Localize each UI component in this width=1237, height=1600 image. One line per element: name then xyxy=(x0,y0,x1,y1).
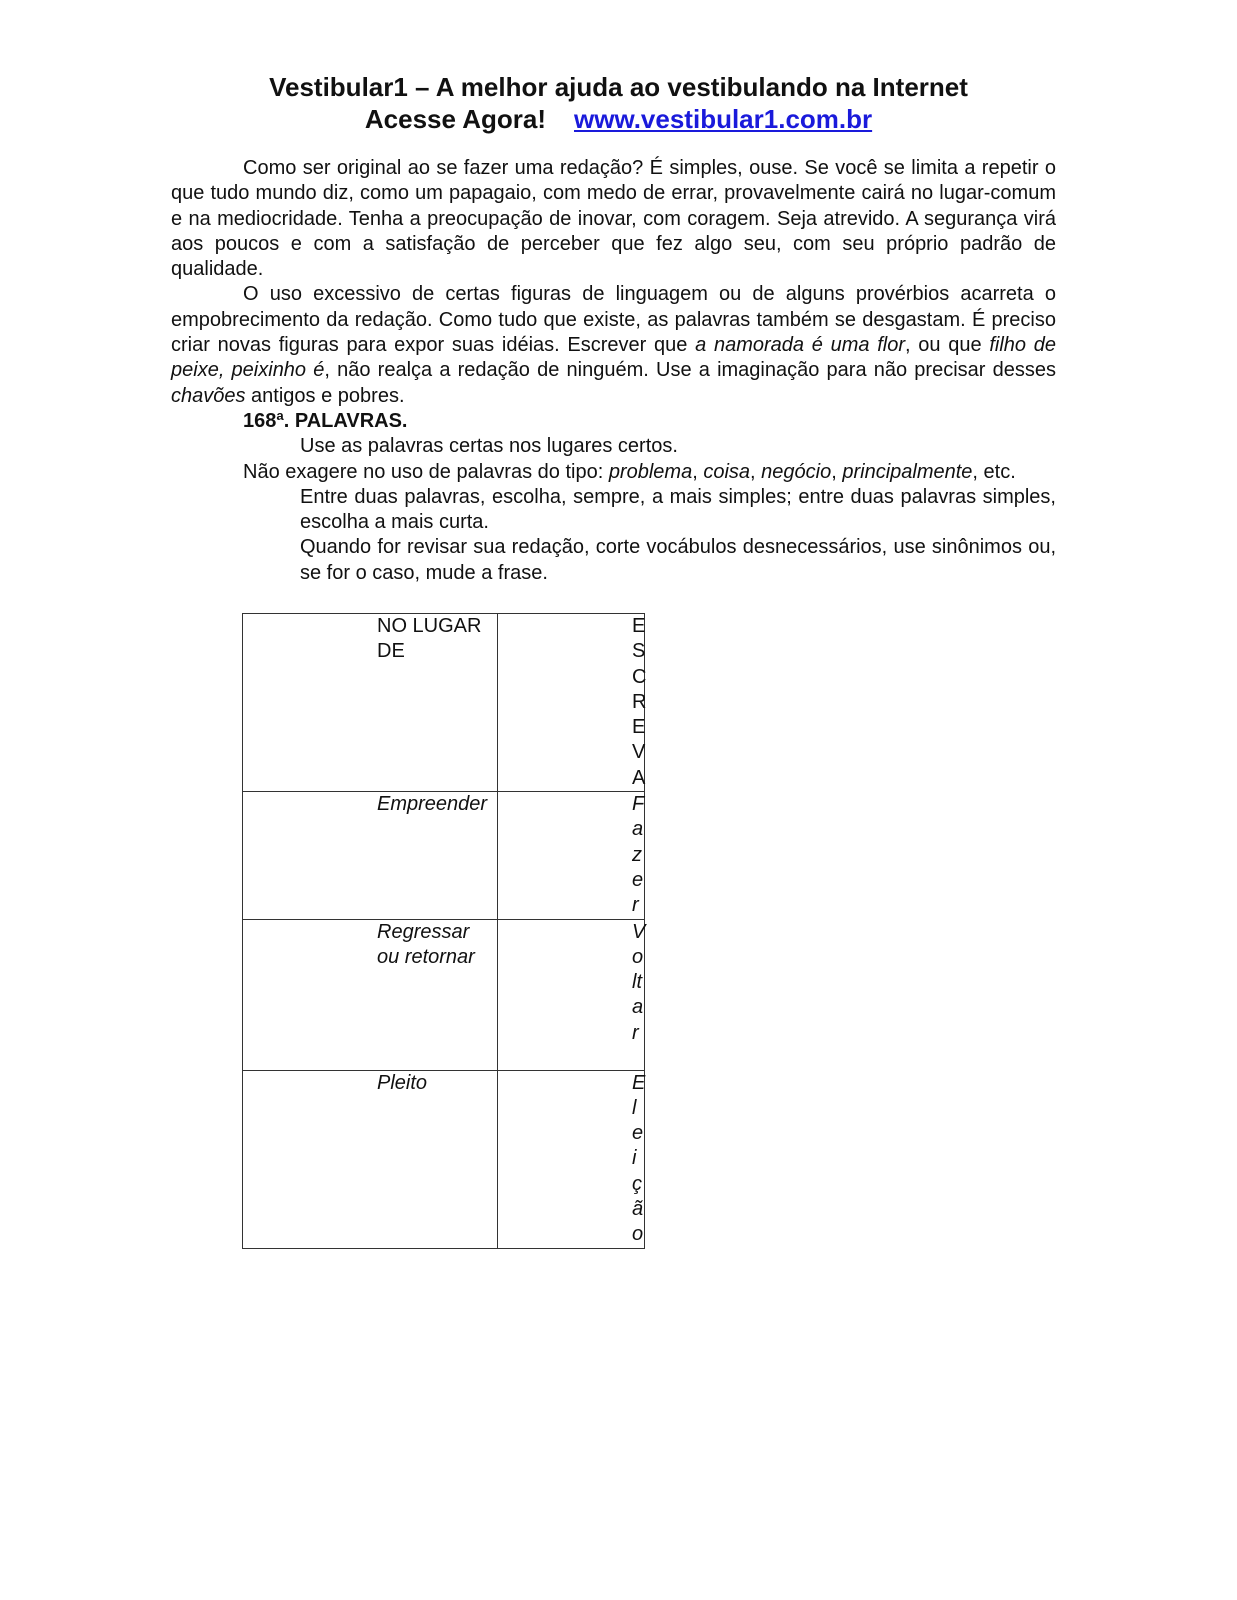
cell-from: Empreender xyxy=(243,792,498,919)
header-cta xyxy=(0,103,1237,135)
section-heading: 168ª. PALAVRAS. xyxy=(243,409,408,432)
col-header-to: ESCREVA xyxy=(498,614,645,792)
table-row xyxy=(243,1070,645,1248)
table-header-row xyxy=(243,614,645,792)
cell-to: Voltar xyxy=(498,919,645,1070)
site-link[interactable]: www.vestibular1.com.br xyxy=(574,104,873,134)
cell-from: Regressar ou retornar xyxy=(243,919,498,1070)
line-entre: Entre duas palavras, escolha, sempre, a mais simples; entre duas palavras simples, escolha a mais curta. xyxy=(300,485,1056,534)
header-title: Vestibular1 – A melhor ajuda ao vestibulando na Internet xyxy=(269,72,968,102)
document-body xyxy=(171,156,1056,586)
paragraph-originality: Como ser original ao se fazer uma redação? É simples, ouse. Se você se limita a repetir o que tudo mundo diz, como um papagaio, com medo de errar, provavelmente cairá no lugar-comum e na mediocridade. Tenha a preocupação de inovar, com coragem. Seja atrevido. A segurança virá aos poucos e com a satisfação de perceber que fez algo seu, com seu próprio padrão de qualidade. xyxy=(171,157,1056,281)
line-quando: Quando for revisar sua redação, corte vocábulos desnecessários, use sinônimos ou, se for o caso, mude a frase. xyxy=(300,536,1056,584)
paragraph-exagere: Não exagere no uso de palavras do tipo: problema, coisa, negócio, principalmente, etc. xyxy=(243,460,1016,483)
cell-to: Fazer xyxy=(498,792,645,919)
col-header-from: NO LUGAR DE xyxy=(243,614,498,792)
cell-from: Pleito xyxy=(243,1070,498,1248)
table-row xyxy=(243,919,645,1070)
line-certas: Use as palavras certas nos lugares certos. xyxy=(300,435,678,458)
header-cta-label: Acesse Agora! xyxy=(364,104,546,134)
substitution-table xyxy=(242,613,645,1249)
word-table xyxy=(242,613,645,1249)
table-row xyxy=(243,792,645,919)
paragraph-figures: O uso excessivo de certas figuras de linguagem ou de alguns provérbios acarreta o empobrecimento da redação. Como tudo que existe, as palavras também se desgastam. É preciso criar novas figuras para expor suas idéias. Escrever que a namorada é uma flor, ou que filho de peixe, peixinho é, não realça a redação de ninguém. Use a imaginação para não precisar desses chavões antigos e pobres. xyxy=(171,283,1056,407)
cell-to: Eleição xyxy=(498,1070,645,1248)
